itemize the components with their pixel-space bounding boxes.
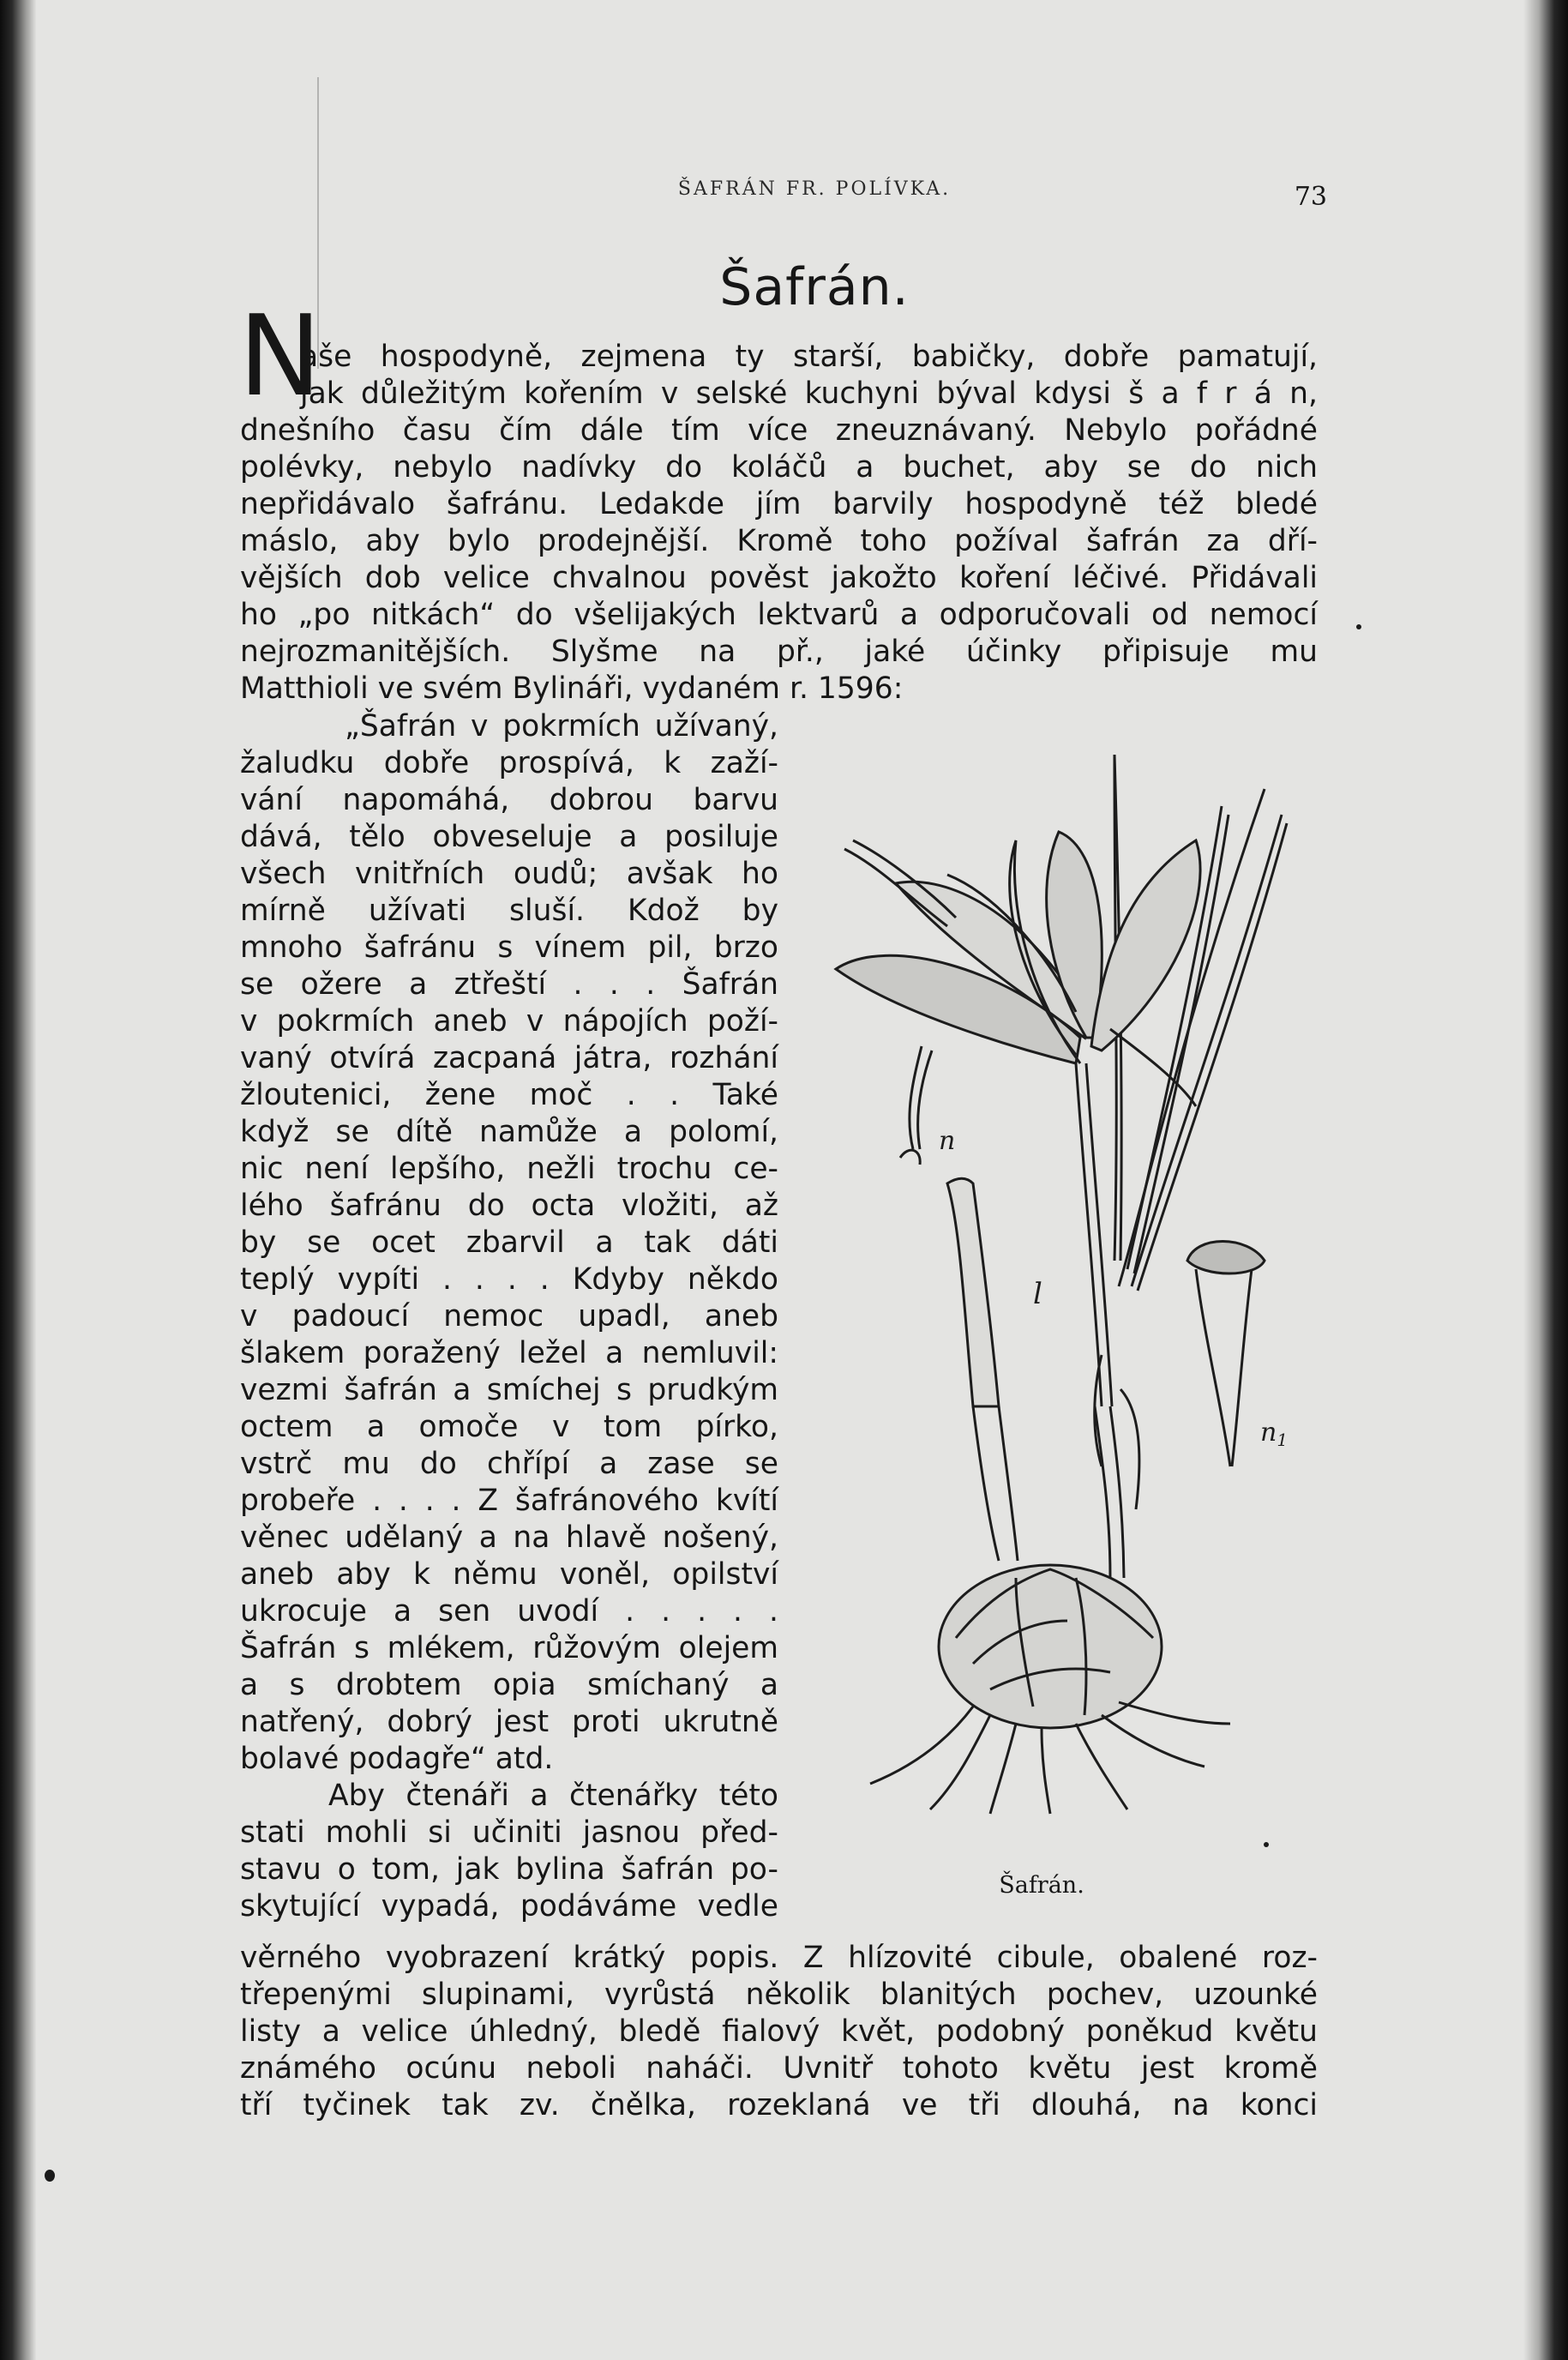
saffron-illustration <box>819 755 1299 1818</box>
petal <box>1091 840 1200 1051</box>
root <box>1042 1728 1050 1814</box>
ink-speck <box>1356 624 1361 629</box>
text-line: natřený, dobrý jest proti ukrutně <box>240 1705 778 1739</box>
root <box>1076 1724 1127 1809</box>
text-line: jak důležitým kořením v selské kuchyni býval kdysi š a f r á n, <box>300 376 1318 411</box>
text-line: listy a velice úhledný, bledě fialový květ, podobný poněkud květu <box>240 2014 1318 2049</box>
stamen <box>1110 1029 1196 1106</box>
text-line: by se ocet zbarvil a tak dáti <box>240 1225 778 1260</box>
text-line: teplý vypíti . . . . Kdyby někdo <box>240 1262 778 1297</box>
text-line: v padoucí nemoc upadl, aneb <box>240 1299 778 1334</box>
intro-paragraph <box>240 339 1318 707</box>
text-line: dnešního času čím dále tím více zneuznávaný. Nebylo pořádné <box>240 413 1318 448</box>
text-line: věrného vyobrazení krátký popis. Z hlízovité cibule, obalené roz- <box>240 1941 1318 1975</box>
text-line: známého ocúnu neboli naháči. Uvnitř tohoto květu jest kromě <box>240 2051 1318 2086</box>
figure-label-n1 <box>1260 1418 1288 1450</box>
text-line: aše hospodyně, zejmena ty starší, babičky, dobře pamatují, <box>300 340 1318 374</box>
text-line: ukrocuje a sen uvodí . . . . . <box>240 1594 778 1629</box>
text-line: tří tyčinek tak zv. čnělka, rozeklaná ve tři dlouhá, na konci <box>240 2088 1318 2122</box>
page-edge-left <box>0 0 36 2360</box>
text-line: stati mohli si učiniti jasnou před- <box>240 1815 778 1850</box>
ink-speck <box>1264 1842 1269 1847</box>
text-line: bolavé podagře“ atd. <box>240 1742 554 1776</box>
running-head: ŠAFRÁN FR. POLÍVKA. <box>677 178 952 200</box>
text-line: dává, tělo obveseluje a posiluje <box>240 820 778 854</box>
text-line: vějších dob velice chvalnou pověst jakožto koření léčivé. Přidávali <box>240 561 1318 595</box>
root <box>990 1724 1016 1814</box>
text-line: žloutenici, žene moč . . Také <box>240 1078 778 1112</box>
figure-label-n1-letter: n <box>1260 1418 1277 1448</box>
text-line: lého šafránu do octa vložiti, až <box>240 1189 778 1223</box>
figure-caption: Šafrán. <box>999 1872 1084 1899</box>
text-line: stavu o tom, jak bylina šafrán po- <box>240 1852 778 1887</box>
page-number: 73 <box>1294 182 1327 212</box>
root <box>1119 1702 1230 1724</box>
text-line: věnec udělaný a na hlavě nošený, <box>240 1520 778 1555</box>
page-edge-right <box>1523 0 1568 2360</box>
text-line: „Šafrán v pokrmích užívaný, <box>345 709 778 744</box>
figure-label-l: l <box>1033 1277 1042 1311</box>
text-line: všech vnitřních oudů; avšak ho <box>240 857 778 891</box>
text-line: v pokrmích aneb v nápojích poží- <box>240 1004 778 1039</box>
root <box>870 1707 973 1784</box>
ink-speck <box>45 2170 55 2182</box>
text-line: mnoho šafránu s vínem pil, brzo <box>240 930 778 965</box>
figure-label-n1-subscript: 1 <box>1277 1430 1289 1450</box>
text-line: probeře . . . . Z šafránového kvítí <box>240 1484 778 1518</box>
text-line: se ožere a ztřeští . . . Šafrán <box>240 967 778 1002</box>
text-line: třepenými slupinami, vyrůstá několik blanitých pochev, uzounké <box>240 1978 1318 2012</box>
article-title: Šafrán. <box>719 257 910 317</box>
root <box>930 1715 990 1809</box>
stigma <box>1187 1242 1265 1274</box>
text-line: žaludku dobře prospívá, k zaží- <box>240 746 778 780</box>
bulb <box>939 1565 1162 1728</box>
text-line: polévky, nebylo nadívky do koláčů a buchet, aby se do nich <box>240 450 1318 485</box>
sheath <box>947 1178 999 1406</box>
text-line: nic není lepšího, nežli trochu ce- <box>240 1152 778 1186</box>
drop-cap: N <box>238 291 322 421</box>
text-line: ho „po nitkách“ do všelijakých lektvarů a odporučovali od nemocí <box>240 598 1318 632</box>
text-line: Aby čtenáři a čtenářky této <box>328 1779 778 1813</box>
text-line: a s drobtem opia smíchaný a <box>240 1668 778 1702</box>
figure-label-n: n <box>939 1126 956 1156</box>
text-line: Matthioli ve svém Bylináři, vydaném r. 1596: <box>240 671 904 706</box>
root <box>1102 1715 1205 1767</box>
text-line: nepřidávalo šafránu. Ledakde jím barvily hospodyně též bledé <box>240 487 1318 521</box>
text-line: Šafrán s mlékem, růžovým olejem <box>240 1631 778 1665</box>
text-line: vstrč mu do chřípí a zase se <box>240 1447 778 1481</box>
text-line: vezmi šafrán a smíchej s prudkým <box>240 1373 778 1407</box>
text-line: vání napomáhá, dobrou barvu <box>240 783 778 817</box>
text-line: skytující vypadá, podáváme vedle <box>240 1889 778 1924</box>
text-line: octem a omoče v tom pírko, <box>240 1410 778 1444</box>
text-line: máslo, aby bylo prodejnější. Kromě toho požíval šafrán za dří- <box>240 524 1318 558</box>
text-line: vaný otvírá zacpaná játra, rozhání <box>240 1041 778 1075</box>
text-line: nejrozmanitějších. Slyšme na př., jaké účinky připisuje mu <box>240 635 1318 669</box>
text-line: když se dítě namůže a polomí, <box>240 1115 778 1149</box>
continuation-paragraph <box>240 1940 1318 2124</box>
text-line: mírně užívati sluší. Kdož by <box>240 894 778 928</box>
text-line: šlakem poražený ležel a nemluvil: <box>240 1336 778 1370</box>
text-line: aneb aby k němu voněl, opilství <box>240 1557 778 1592</box>
quote-column <box>240 708 778 1925</box>
